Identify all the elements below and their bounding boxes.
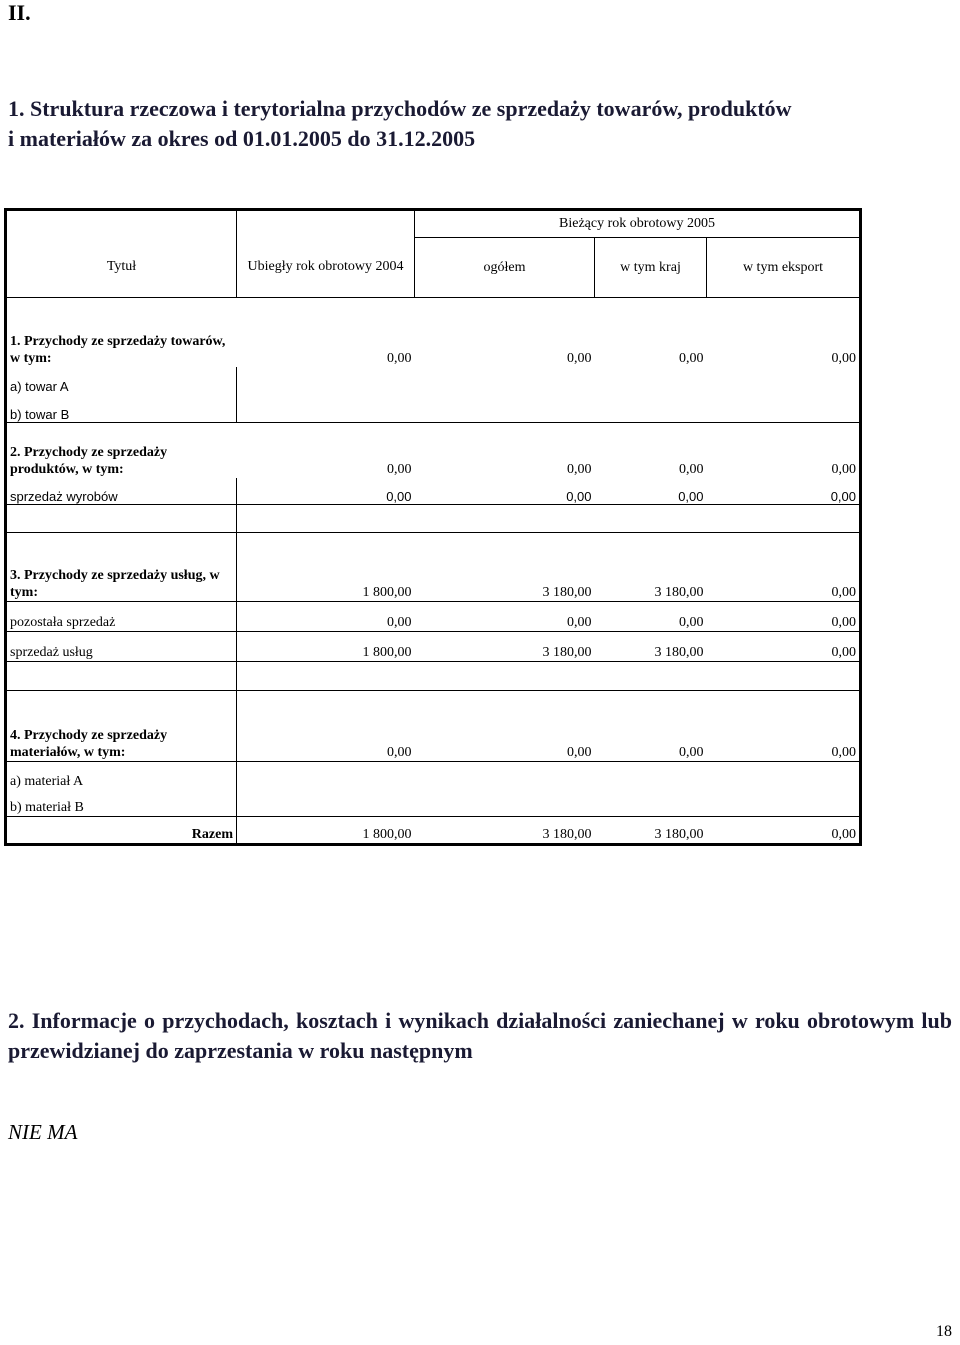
- row-value-total: 0,00: [415, 298, 595, 367]
- total-domestic: 3 180,00: [595, 817, 707, 845]
- row-value-total: 0,00: [566, 489, 592, 504]
- row-label: a) towar A: [10, 378, 69, 394]
- row-value-total: 3 180,00: [415, 632, 595, 662]
- row-value-total: 0,00: [567, 745, 592, 760]
- header-current-year: Bieżący rok obrotowy 2005: [415, 210, 861, 238]
- spacer-cell: [6, 505, 237, 533]
- column-header-previous-year: Ubiegły rok obrotowy 2004: [237, 238, 415, 298]
- row-value-total: 0,00: [415, 423, 595, 478]
- row-value-previous-year: 0,00: [237, 423, 415, 478]
- row-value-export: 0,00: [707, 423, 861, 478]
- spacer-cell: [237, 662, 415, 691]
- row-value-domestic: [595, 394, 707, 423]
- spacer-cell: [237, 505, 415, 533]
- column-header-export: w tym eksport: [707, 238, 861, 298]
- row-value-export: 0,00: [707, 602, 861, 632]
- row-value-previous-year: [237, 762, 415, 790]
- row-label: 4. Przychody ze sprzedaży materiałów, w tym:: [10, 728, 168, 760]
- table-spacer-row: [6, 662, 861, 691]
- column-header-domestic: w tym kraj: [595, 238, 707, 298]
- table-row: [6, 298, 861, 367]
- table-total-row: [6, 817, 861, 845]
- row-value-total: 3 180,00: [542, 585, 592, 600]
- row-value-domestic: [595, 367, 707, 394]
- table-row: [6, 394, 861, 423]
- heading-line-2: i materiałów za okres od 01.01.2005 do 31.12.2005: [8, 126, 476, 151]
- row-value-previous-year: [237, 367, 415, 394]
- table-row: [6, 790, 861, 817]
- total-label: Razem: [6, 817, 237, 845]
- row-value-domestic: 0,00: [678, 489, 704, 504]
- heading-line-1: 1. Struktura rzeczowa i terytorialna przychodów ze sprzedaży towarów, produktów: [8, 96, 792, 121]
- row-value-domestic: [595, 762, 707, 790]
- row-value-export: [707, 367, 861, 394]
- row-value-domestic: 0,00: [679, 745, 704, 760]
- spacer-cell: [707, 505, 861, 533]
- page-number: 18: [936, 1323, 952, 1340]
- table-row: [6, 691, 861, 762]
- spacer-cell: [415, 505, 595, 533]
- row-value-export: [707, 762, 861, 790]
- row-value-total: [415, 394, 595, 423]
- row-label: sprzedaż usług: [6, 632, 237, 662]
- row-label: 2. Przychody ze sprzedaży produktów, w tym:: [6, 423, 237, 478]
- heading-discontinued-operations: 2. Informacje o przychodach, kosztach i wynikach działalności zaniechanej w roku obrotowym lub przewidzianej do zaprzestania w roku następnym: [8, 1008, 952, 1063]
- row-value-previous-year: [237, 394, 415, 423]
- total-total: 3 180,00: [415, 817, 595, 845]
- revenue-table: [4, 208, 862, 846]
- row-value-previous-year: 1 800,00: [237, 533, 415, 602]
- row-value-domestic: [595, 790, 707, 817]
- row-value-domestic: 3 180,00: [654, 585, 704, 600]
- table-row: [6, 632, 861, 662]
- row-value-previous-year: 0,00: [237, 691, 415, 762]
- table-row: [6, 478, 861, 505]
- row-value-export: 0,00: [830, 489, 856, 504]
- table-row: [6, 533, 861, 602]
- header-empty-cell: [237, 210, 415, 238]
- table-spacer-row: [6, 505, 861, 533]
- row-label: 3. Przychody ze sprzedaży usług, w tym:: [10, 568, 220, 600]
- row-value-previous-year: 1 800,00: [237, 632, 415, 662]
- total-export: 0,00: [707, 817, 861, 845]
- row-value-previous-year: 0,00: [237, 602, 415, 632]
- none-notice: NIE MA: [8, 1120, 78, 1144]
- row-value-domestic: 0,00: [595, 602, 707, 632]
- row-value-export: [707, 394, 861, 423]
- row-label: sprzedaż wyrobów: [10, 489, 118, 504]
- row-value-domestic: 3 180,00: [595, 632, 707, 662]
- total-previous-year: 1 800,00: [237, 817, 415, 845]
- row-value-export: 0,00: [831, 745, 856, 760]
- spacer-cell: [415, 662, 595, 691]
- spacer-cell: [595, 662, 707, 691]
- row-value-export: [707, 790, 861, 817]
- row-value-export: 0,00: [707, 298, 861, 367]
- table-row: [6, 602, 861, 632]
- row-label: pozostała sprzedaż: [6, 602, 237, 632]
- heading-revenue-structure: [8, 94, 952, 154]
- column-header-total: ogółem: [415, 238, 595, 298]
- row-label: b) materiał B: [10, 800, 84, 815]
- row-value-total: 0,00: [415, 602, 595, 632]
- row-value-previous-year: 0,00: [237, 478, 415, 505]
- row-value-domestic: 0,00: [595, 298, 707, 367]
- row-value-total: [415, 790, 595, 817]
- row-value-total: [415, 762, 595, 790]
- row-label: 1. Przychody ze sprzedaży towarów, w tym:: [6, 298, 237, 367]
- header-empty-cell: [6, 210, 237, 238]
- row-value-export: 0,00: [707, 632, 861, 662]
- table-row: [6, 367, 861, 394]
- table-row: [6, 423, 861, 478]
- spacer-cell: [707, 662, 861, 691]
- row-value-total: [415, 367, 595, 394]
- row-value-previous-year: 0,00: [237, 298, 415, 367]
- row-label: a) materiał A: [6, 762, 237, 790]
- row-value-export: 0,00: [831, 585, 856, 600]
- table-row: [6, 762, 861, 790]
- row-value-domestic: 0,00: [595, 423, 707, 478]
- row-label: b) towar B: [10, 407, 70, 422]
- spacer-cell: [6, 662, 237, 691]
- spacer-cell: [595, 505, 707, 533]
- section-number: II.: [8, 0, 31, 25]
- column-header-title: Tytuł: [106, 259, 137, 275]
- row-value-previous-year: [237, 790, 415, 817]
